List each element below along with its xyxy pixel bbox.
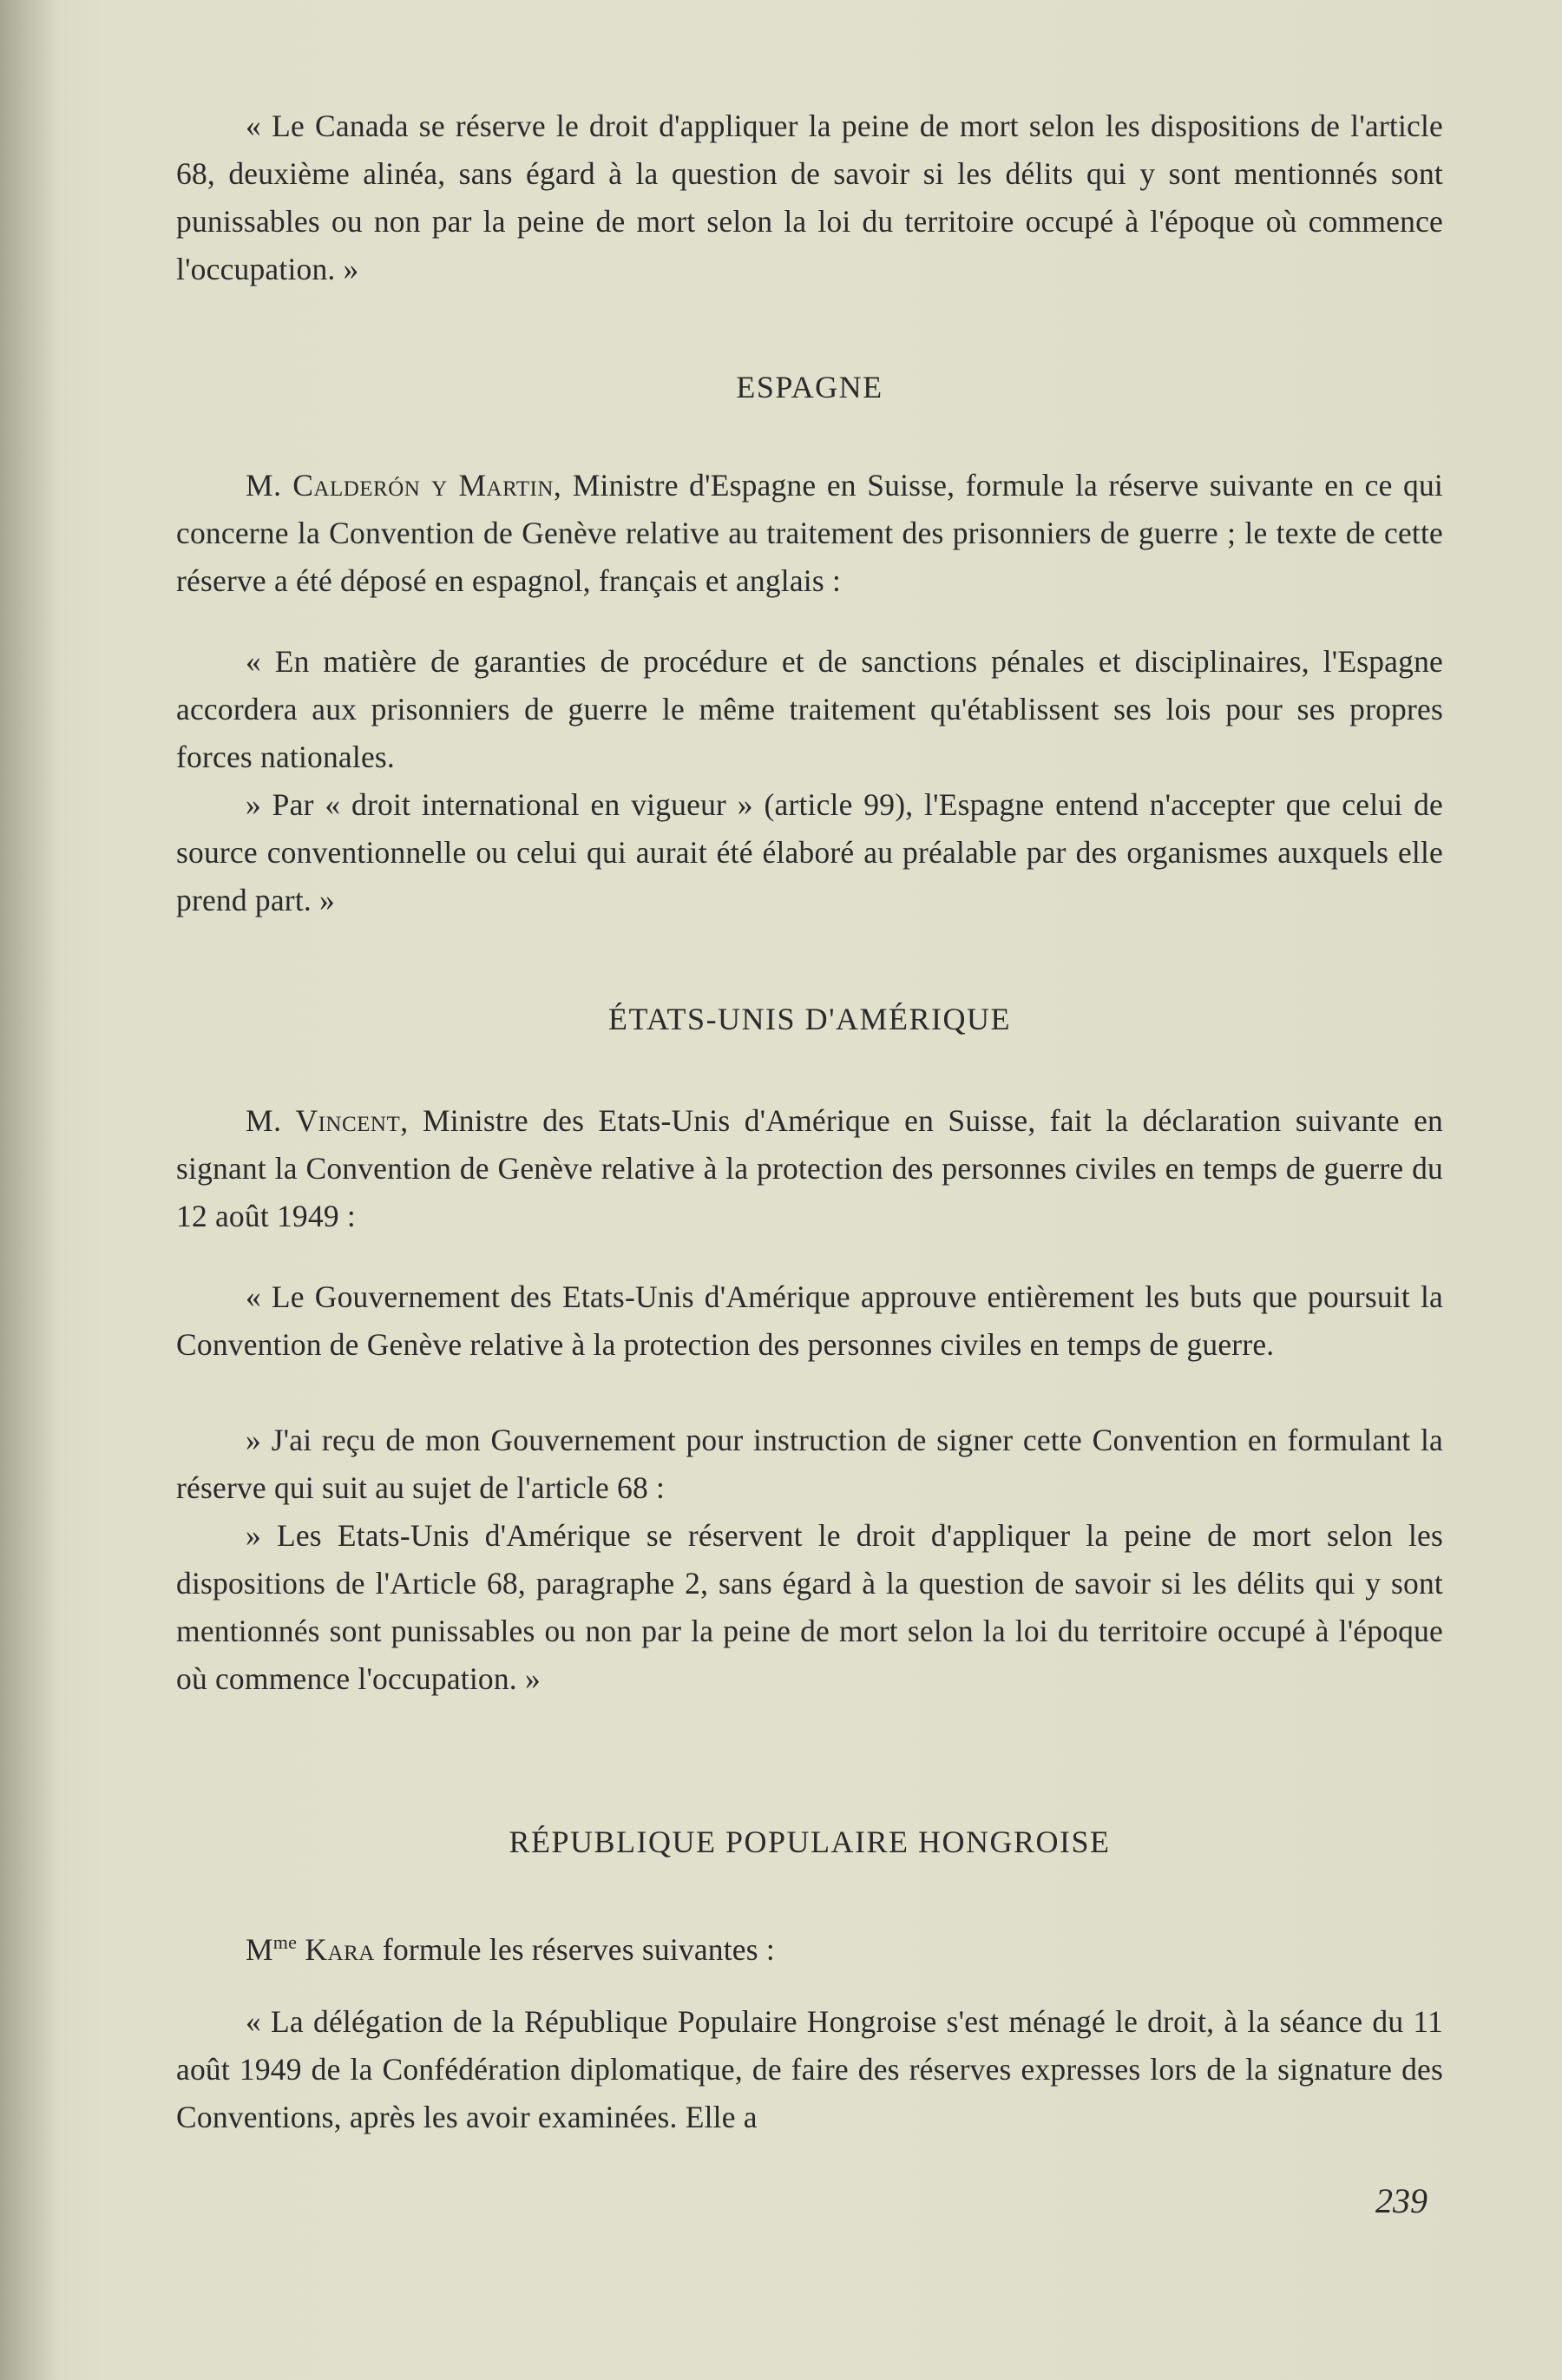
- hongrie-intro-text: formule les réserves suivantes :: [374, 1931, 775, 1967]
- espagne-quote-paragraph-1: « En matière de garanties de procédure et de sanctions pénales et disciplinaires, l'Espagne accordera aux prisonniers de guerre le même traitement qu'établissent ses lois pour ses propres forces nationales.: [176, 644, 1443, 774]
- usa-quote-paragraph-2: » J'ai reçu de mon Gouvernement pour instruction de signer cette Convention en formulant la réserve qui suit au sujet de l'article 68 :: [176, 1423, 1443, 1505]
- espagne-intro-paragraph: [176, 462, 1443, 605]
- canada-reservation-paragraph: « Le Canada se réserve le droit d'appliquer la peine de mort selon les dispositions de l'article 68, deuxième alinéa, sans égard à la question de savoir si les délits qui y sont mentionnés sont punissables ou non par la peine de mort selon la loi du territoire occupé à l'époque où commence l'occupation. »: [176, 108, 1443, 286]
- heading-etats-unis: ÉTATS-UNIS D'AMÉRIQUE: [607, 1002, 1012, 1036]
- usa-quote-paragraph-1: « Le Gouvernement des Etats-Unis d'Amérique approuve entièrement les buts que poursuit la Convention de Genève relative à la protection des personnes civiles en temps de guerre.: [176, 1279, 1443, 1362]
- delegate-name: M. Vincent,: [246, 1103, 409, 1138]
- hongrie-quote-paragraph-1: « La délégation de la République Populaire Hongroise s'est ménagé le droit, à la séance du 11 août 1949 de la Confédération diplomatique, de faire des réserves expresses lors de la signature des Conventions, après les avoir examinées. Elle a: [176, 2004, 1443, 2134]
- delegate-name: Kara: [297, 1931, 375, 1967]
- hongrie-intro-paragraph: [176, 1918, 1443, 1974]
- usa-intro-text: Ministre des Etats-Unis d'Amérique en Suisse, fait la déclaration suivante en signant la Convention de Genève relative à la protection des personnes civiles en temps de guerre du 12 août 1949 :: [176, 1103, 1444, 1233]
- binding-shadow: [0, 0, 61, 2380]
- usa-quote-paragraph-3: » Les Etats-Unis d'Amérique se réservent le droit d'appliquer la peine de mort selon les dispositions de l'Article 68, paragraphe 2, sans égard à la question de savoir si les délits qui y sont mentionnés sont punissables ou non par la peine de mort selon la loi du territoire occupé à l'époque où commence l'occupation. »: [176, 1518, 1443, 1696]
- usa-intro-paragraph: [176, 1097, 1443, 1240]
- title-prefix: M: [246, 1931, 273, 1967]
- espagne-quote-paragraph-2: » Par « droit international en vigueur » (article 99), l'Espagne entend n'accepter que celui de source conventionnelle ou celui qui aurait été élaboré au préalable par des organismes auxquels elle prend part. »: [176, 787, 1443, 917]
- heading-hongrie: RÉPUBLIQUE POPULAIRE HONGROISE: [509, 1824, 1111, 1859]
- espagne-intro-text: Ministre d'Espagne en Suisse, formule la réserve suivante en ce qui concerne la Convention de Genève relative au traitement des prisonniers de guerre ; le texte de cette réserve a été déposé en espagnol, français et anglais :: [176, 468, 1443, 598]
- title-superscript: me: [272, 1931, 298, 1953]
- page-number: 239: [1375, 2181, 1427, 2220]
- heading-espagne: ESPAGNE: [736, 370, 883, 404]
- delegate-name: M. Calderón y Martin,: [246, 468, 562, 503]
